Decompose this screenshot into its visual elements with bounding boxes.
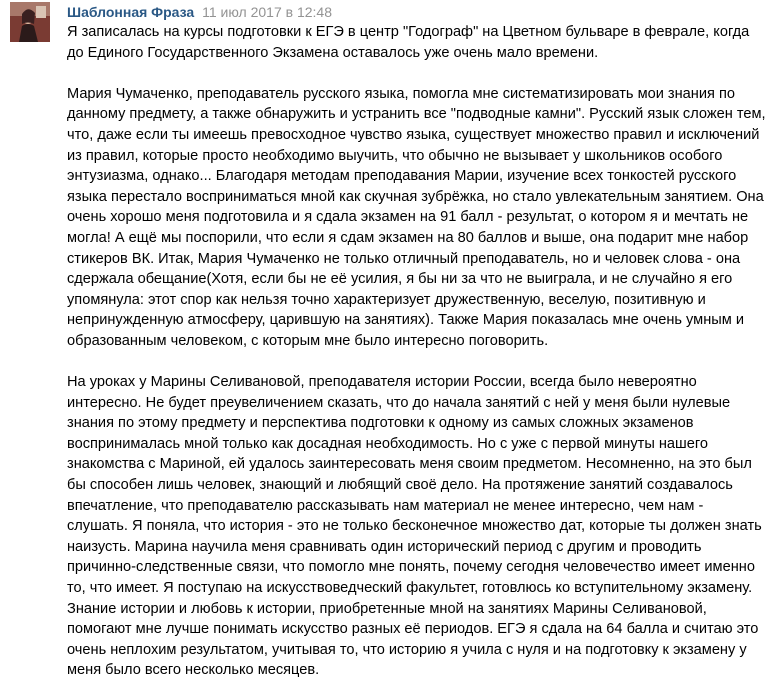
message-paragraph: На уроках у Марины Селивановой, преподавателя истории России, всегда было невероятно интересно. Не будет преувеличением сказать, что до начала занятий с ней у меня были нулевые знания по этому предмету и перспектива подготовки к одному из самых сложных экзаменов воспринималась мной только как досадная необходимость. Но с уже с первой минуты нашего знакомства с Мариной, ей удалось заинтересовать меня своим предметом. Несомненно, на это был бы способен лишь человек, знающий и любящий своё дело. На протяжение занятий создавалось впечатление, что преподавателю рассказывать нам материал не менее интересно, чем нам - слушать. Я поняла, что история - это не только бесконечное множество дат, которые ты должен знать наизусть. Марина научила меня сравнивать один исторический период с другим и проводить причинно-следственные связи, что помогло мне понять, почему сегодня человечество имеет именно то, что имеет. Я поступаю на искусствоведческий факультет, готовлюсь ко вступительному экзамену. Знание истории и любовь к истории, приобретенные мной на занятиях Марины Селивановой, помогают мне лучше понимать искусство разных её периодов. ЕГЭ я сдала на 64 балла и считаю это очень неплохим результатом, учитывая то, что историю я учила с нуля и на подготовку к экзамену у меня было всего несколько месяцев. <box>67 374 762 679</box>
author-name[interactable]: Шаблонная Фраза <box>67 4 195 20</box>
message-paragraph: Я записалась на курсы подготовки к ЕГЭ в центр "Годограф" на Цветном бульваре в феврале, когда до Единого Государственного Экзамена оставалось уже очень мало времени. <box>67 24 750 61</box>
message-date[interactable]: 11 июл 2017 в 12:48 <box>202 4 332 20</box>
message-paragraph: Мария Чумаченко, преподаватель русского языка, помогла мне систематизировать мои знания по данному предмету, а также обнаружить и устранить все "подводные камни". Русский язык сложен тем, что, даже если ты имеешь превосходное чувство языка, существует множество правил и исключений из правил, которые просто необходимо выучить, что обычно не вызывает у школьников особого энтузиазма, однако... Благодаря методам преподавания Марии, изучение всех тонкостей русского языка перестало восприниматься мной как скучная зубрёжка, но стало увлекательным занятием. Она очень хорошо меня подготовила и я сдала экзамен на 91 балл - результат, о котором я и мечтать не могла! А ещё мы поспорили, что если я сдам экзамен на 80 баллов и выше, она подарит мне набор стикеров ВК. Итак, Мария Чумаченко не только отличный преподаватель, но и человек слова - она сдержала обещание(Хотя, если бы не её усилия, я бы ни за что не выиграла, и не случайно я его упомянула: этот спор как нельзя точно характеризует дружественную, веселую, позитивную и непринужденную атмосферу, царившую на занятиях). Также Мария показалась мне очень умным и образованным человеком, с которым мне было интересно поговорить. <box>67 85 766 349</box>
message-header <box>67 4 332 21</box>
author-avatar[interactable] <box>10 2 50 42</box>
avatar-photo <box>10 2 50 42</box>
message-body <box>67 22 767 681</box>
